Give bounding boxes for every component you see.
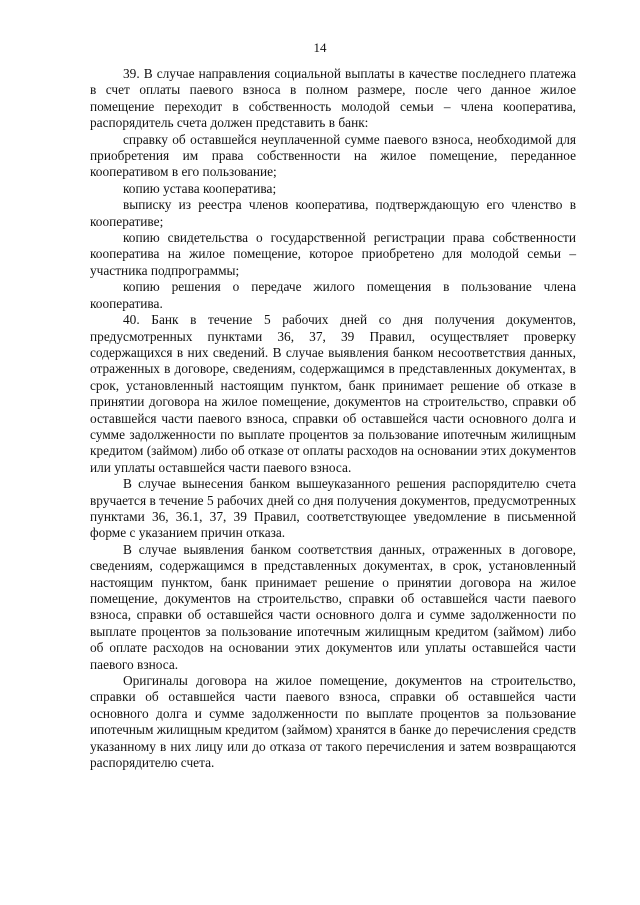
paragraph-39-intro: 39. В случае направления социальной выплаты в качестве последнего платежа в счет оплаты паевого взноса в полном размере, после чего данное жилое помещение переходит в собственность молодой семьи – члена кооператива, распорядитель счета должен представить в банк: xyxy=(90,66,576,131)
paragraph-39-item-charter-copy: копию устава кооператива; xyxy=(123,180,277,196)
paragraph-40-originals-storage: Оригиналы договора на жилое помещение, документов на строительство, справки об оставшейся части паевого взноса, справки об оставшейся части основного долга и сумме задолженности по выплате процентов за пользование ипотечным жилищным кредитом (займом) хранятся в банке до перечисления средств указанному в них лицу или до отказа от такого перечисления и затем возвращаются распорядителю счета. xyxy=(90,673,576,771)
document-body xyxy=(90,66,576,771)
paragraph-39-item-ownership-certificate-copy: копию свидетельства о государственной регистрации права собственности кооператива на жилое помещение, которое приобретено для молодой семьи – участника подпрограммы; xyxy=(90,230,576,278)
paragraph-39-item-balance-certificate: справку об оставшейся неуплаченной сумме паевого взноса, необходимой для приобретения им права собственности на жилое помещение, переданное кооперативом в его пользование; xyxy=(90,131,576,180)
paragraph-40-verification: 40. Банк в течение 5 рабочих дней со дня получения документов, предусмотренных пунктами 36, 37, 39 Правил, осуществляет проверку содержащихся в них сведений. В случае выявления банком несоответствия данных, отраженных в договоре, сведениям, содержащимся в представленных документах, в срок, установленный настоящим пунктом, банк принимает решение об отказе в принятии договора на жилое помещение, документов на строительство, справки об оставшейся части паевого взноса, справки об оставшейся части основного долга и сумме задолженности по выплате процентов за пользование ипотечным жилищным кредитом (займом) либо об отказе от оплаты расходов на основании этих документов или уплаты оставшейся части паевого взноса. xyxy=(90,312,576,475)
paragraph-39-item-transfer-decision-copy: копию решения о передаче жилого помещения в пользование члена кооператива. xyxy=(90,279,576,311)
paragraph-39-item-member-registry-extract: выписку из реестра членов кооператива, подтверждающую его членство в кооперативе; xyxy=(90,197,576,229)
paragraph-40-refusal-notice: В случае вынесения банком вышеуказанного решения распорядителю счета вручается в течение 5 рабочих дней со дня получения документов, предусмотренных пунктами 36, 36.1, 37, 39 Правил, соответствующее уведомление в письменной форме с указанием причин отказа. xyxy=(90,476,576,541)
page-number: 14 xyxy=(313,40,327,55)
paragraph-40-acceptance: В случае выявления банком соответствия данных, отраженных в договоре, сведениям, содержащимся в представленных документах, в срок, установленный настоящим пунктом, банк принимает решение о принятии договора на жилое помещение, документов на строительство, справки об оставшейся части паевого взноса, справки об оставшейся части основного долга и сумме задолженности по выплате процентов за пользование ипотечным жилищным кредитом (займом) либо об оплате расходов на основании этих документов или уплаты оставшейся части паевого взноса. xyxy=(90,541,576,672)
